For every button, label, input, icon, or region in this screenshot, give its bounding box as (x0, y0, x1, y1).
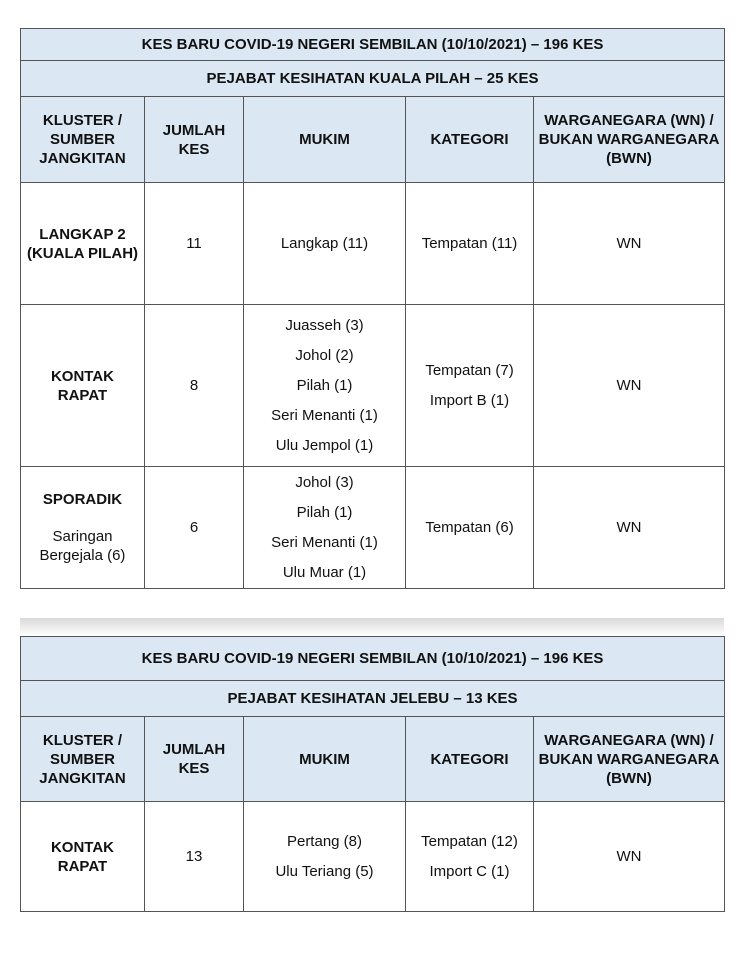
mukim-cell (244, 802, 406, 912)
mukim-item: Pilah (1) (296, 503, 353, 521)
cluster-cell (21, 467, 145, 589)
header-kategori: KATEGORI (406, 97, 534, 183)
mukim-cell (244, 183, 406, 305)
kategori-item: Import B (1) (429, 391, 510, 409)
mukim-item: Ulu Muar (1) (282, 563, 367, 581)
kategori-cell (406, 305, 534, 467)
header-citizenship: WARGANEGARA (WN) / BUKAN WARGANEGARA (BWN) (534, 97, 725, 183)
citizenship-cell: WN (534, 802, 725, 912)
mukim-item: Johol (3) (295, 473, 354, 491)
header-total: JUMLAH KES (145, 97, 244, 183)
mukim-item: Johol (2) (295, 346, 354, 364)
cluster-note: Saringan Bergejala (6) (39, 528, 126, 564)
cluster-name: LANGKAP 2 (KUALA PILAH) (21, 183, 145, 305)
table-row (21, 802, 725, 912)
kuala-pilah-table (20, 28, 725, 589)
mukim-item: Juasseh (3) (285, 316, 364, 334)
kategori-item: Import C (1) (429, 862, 510, 880)
citizenship-cell: WN (534, 305, 725, 467)
mukim-cell (244, 305, 406, 467)
total-cases: 6 (145, 467, 244, 589)
header-mukim: MUKIM (244, 717, 406, 802)
mukim-cell (244, 467, 406, 589)
table-title: KES BARU COVID-19 NEGERI SEMBILAN (10/10/2021) – 196 KES (21, 637, 725, 681)
kategori-item: Tempatan (7) (425, 361, 514, 379)
kategori-cell (406, 183, 534, 305)
cluster-name: KONTAK RAPAT (21, 305, 145, 467)
citizenship-cell: WN (534, 467, 725, 589)
mukim-item: Seri Menanti (1) (271, 533, 378, 551)
header-total: JUMLAH KES (145, 717, 244, 802)
kategori-cell (406, 802, 534, 912)
header-kategori: KATEGORI (406, 717, 534, 802)
total-cases: 8 (145, 305, 244, 467)
kategori-item: Tempatan (6) (425, 518, 514, 536)
header-mukim: MUKIM (244, 97, 406, 183)
table-divider (20, 618, 724, 636)
mukim-item: Ulu Jempol (1) (275, 436, 374, 454)
mukim-item: Pertang (8) (286, 832, 363, 850)
table-row (21, 305, 725, 467)
cluster-name: SPORADIK (42, 491, 123, 508)
mukim-item: Langkap (11) (280, 234, 369, 252)
total-cases: 13 (145, 802, 244, 912)
header-cluster: KLUSTER / SUMBER JANGKITAN (21, 97, 145, 183)
table-row (21, 183, 725, 305)
mukim-item: Pilah (1) (296, 376, 353, 394)
kuala-pilah-table-container (20, 28, 724, 589)
table-title: KES BARU COVID-19 NEGERI SEMBILAN (10/10/2021) – 196 KES (21, 29, 725, 61)
office-title: PEJABAT KESIHATAN JELEBU – 13 KES (21, 681, 725, 717)
jelebu-table-container (20, 636, 724, 912)
header-cluster: KLUSTER / SUMBER JANGKITAN (21, 717, 145, 802)
kategori-item: Tempatan (11) (421, 234, 518, 252)
table-row (21, 467, 725, 589)
mukim-item: Ulu Teriang (5) (275, 862, 374, 880)
header-citizenship: WARGANEGARA (WN) / BUKAN WARGANEGARA (BWN) (534, 717, 725, 802)
cluster-name: KONTAK RAPAT (21, 802, 145, 912)
mukim-item: Seri Menanti (1) (271, 406, 378, 424)
kategori-cell (406, 467, 534, 589)
jelebu-table (20, 636, 725, 912)
citizenship-cell: WN (534, 183, 725, 305)
total-cases: 11 (145, 183, 244, 305)
kategori-item: Tempatan (12) (421, 832, 518, 850)
office-title: PEJABAT KESIHATAN KUALA PILAH – 25 KES (21, 61, 725, 97)
